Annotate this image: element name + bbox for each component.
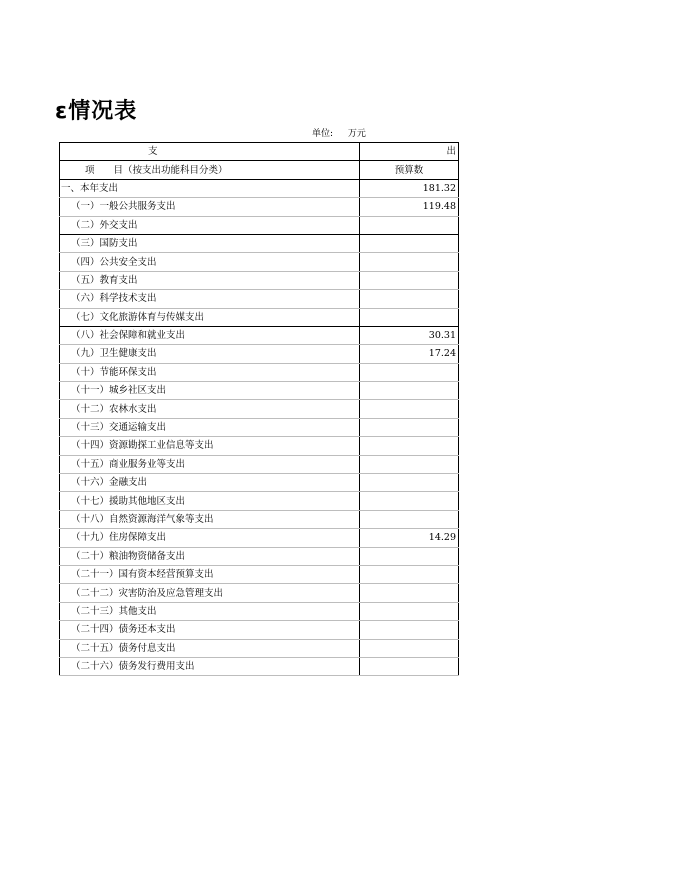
row-budget-value bbox=[360, 492, 459, 510]
table-row bbox=[60, 216, 459, 234]
column-header-budget: 预算数 bbox=[360, 161, 459, 179]
row-budget-value bbox=[360, 382, 459, 400]
row-label: （二十三）其他支出 bbox=[60, 602, 360, 620]
table-row bbox=[60, 179, 459, 197]
table-row bbox=[60, 547, 459, 565]
row-budget-value: 30.31 bbox=[360, 326, 459, 344]
row-label: （十四）资源勘探工业信息等支出 bbox=[60, 437, 360, 455]
row-label: （十七）援助其他地区支出 bbox=[60, 492, 360, 510]
table-column-header bbox=[60, 161, 459, 179]
row-label: （十九）住房保障支出 bbox=[60, 529, 360, 547]
expenditure-table bbox=[59, 142, 459, 676]
row-label: （二）外交支出 bbox=[60, 216, 360, 234]
table-row bbox=[60, 621, 459, 639]
table-row bbox=[60, 198, 459, 216]
row-budget-value bbox=[360, 584, 459, 602]
page-title: ε情况表 bbox=[55, 99, 138, 124]
row-budget-value: 17.24 bbox=[360, 345, 459, 363]
row-label: （七）文化旅游体育与传媒支出 bbox=[60, 308, 360, 326]
table-row bbox=[60, 492, 459, 510]
row-budget-value bbox=[360, 547, 459, 565]
row-budget-value bbox=[360, 418, 459, 436]
row-label: （四）公共安全支出 bbox=[60, 253, 360, 271]
row-label: （五）教育支出 bbox=[60, 271, 360, 289]
row-budget-value bbox=[360, 308, 459, 326]
table-row bbox=[60, 510, 459, 528]
table-row bbox=[60, 474, 459, 492]
row-label: （十五）商业服务业等支出 bbox=[60, 455, 360, 473]
row-budget-value bbox=[360, 602, 459, 620]
row-label: （十）节能环保支出 bbox=[60, 363, 360, 381]
row-label: （一）一般公共服务支出 bbox=[60, 198, 360, 216]
row-label: （二十五）债务付息支出 bbox=[60, 639, 360, 657]
row-label: （二十）粮油物资储备支出 bbox=[60, 547, 360, 565]
row-budget-value bbox=[360, 216, 459, 234]
table-row bbox=[60, 437, 459, 455]
column-header-item: 项 目（按支出功能科目分类） bbox=[60, 161, 360, 179]
table-row bbox=[60, 602, 459, 620]
table-row bbox=[60, 639, 459, 657]
row-budget-value bbox=[360, 290, 459, 308]
row-budget-value bbox=[360, 363, 459, 381]
row-budget-value bbox=[360, 455, 459, 473]
table-row bbox=[60, 290, 459, 308]
row-budget-value bbox=[360, 400, 459, 418]
row-budget-value bbox=[360, 474, 459, 492]
table-row bbox=[60, 382, 459, 400]
row-budget-value bbox=[360, 657, 459, 675]
unit-label: 单位: bbox=[312, 129, 334, 139]
row-budget-value: 119.48 bbox=[360, 198, 459, 216]
table-row bbox=[60, 400, 459, 418]
table-row bbox=[60, 418, 459, 436]
table-row bbox=[60, 584, 459, 602]
row-budget-value: 181.32 bbox=[360, 179, 459, 197]
row-budget-value bbox=[360, 271, 459, 289]
group-header-left: 支 bbox=[60, 143, 360, 161]
table-row bbox=[60, 234, 459, 252]
row-label: （十一）城乡社区支出 bbox=[60, 382, 360, 400]
row-budget-value bbox=[360, 253, 459, 271]
row-label: （六）科学技术支出 bbox=[60, 290, 360, 308]
row-budget-value bbox=[360, 437, 459, 455]
table-row bbox=[60, 455, 459, 473]
table-row bbox=[60, 308, 459, 326]
table-row bbox=[60, 565, 459, 583]
table-row bbox=[60, 271, 459, 289]
table-row bbox=[60, 657, 459, 675]
row-label: （八）社会保障和就业支出 bbox=[60, 326, 360, 344]
table-row bbox=[60, 326, 459, 344]
row-label: （十二）农林水支出 bbox=[60, 400, 360, 418]
row-budget-value: 14.29 bbox=[360, 529, 459, 547]
row-label: 一、本年支出 bbox=[60, 179, 360, 197]
row-budget-value bbox=[360, 234, 459, 252]
group-header-right: 出 bbox=[360, 143, 459, 161]
table-row bbox=[60, 345, 459, 363]
row-label: （二十四）债务还本支出 bbox=[60, 621, 360, 639]
row-budget-value bbox=[360, 639, 459, 657]
row-budget-value bbox=[360, 510, 459, 528]
row-label: （二十一）国有资本经营预算支出 bbox=[60, 565, 360, 583]
row-label: （十三）交通运输支出 bbox=[60, 418, 360, 436]
unit-value: 万元 bbox=[347, 129, 366, 139]
row-label: （二十二）灾害防治及应急管理支出 bbox=[60, 584, 360, 602]
unit-note bbox=[312, 128, 366, 140]
row-label: （十八）自然资源海洋气象等支出 bbox=[60, 510, 360, 528]
table-row bbox=[60, 253, 459, 271]
table-group-header bbox=[60, 143, 459, 161]
table-row bbox=[60, 363, 459, 381]
row-budget-value bbox=[360, 565, 459, 583]
row-label: （九）卫生健康支出 bbox=[60, 345, 360, 363]
row-label: （十六）金融支出 bbox=[60, 474, 360, 492]
table-row bbox=[60, 529, 459, 547]
row-label: （三）国防支出 bbox=[60, 234, 360, 252]
row-budget-value bbox=[360, 621, 459, 639]
row-label: （二十六）债务发行费用支出 bbox=[60, 657, 360, 675]
